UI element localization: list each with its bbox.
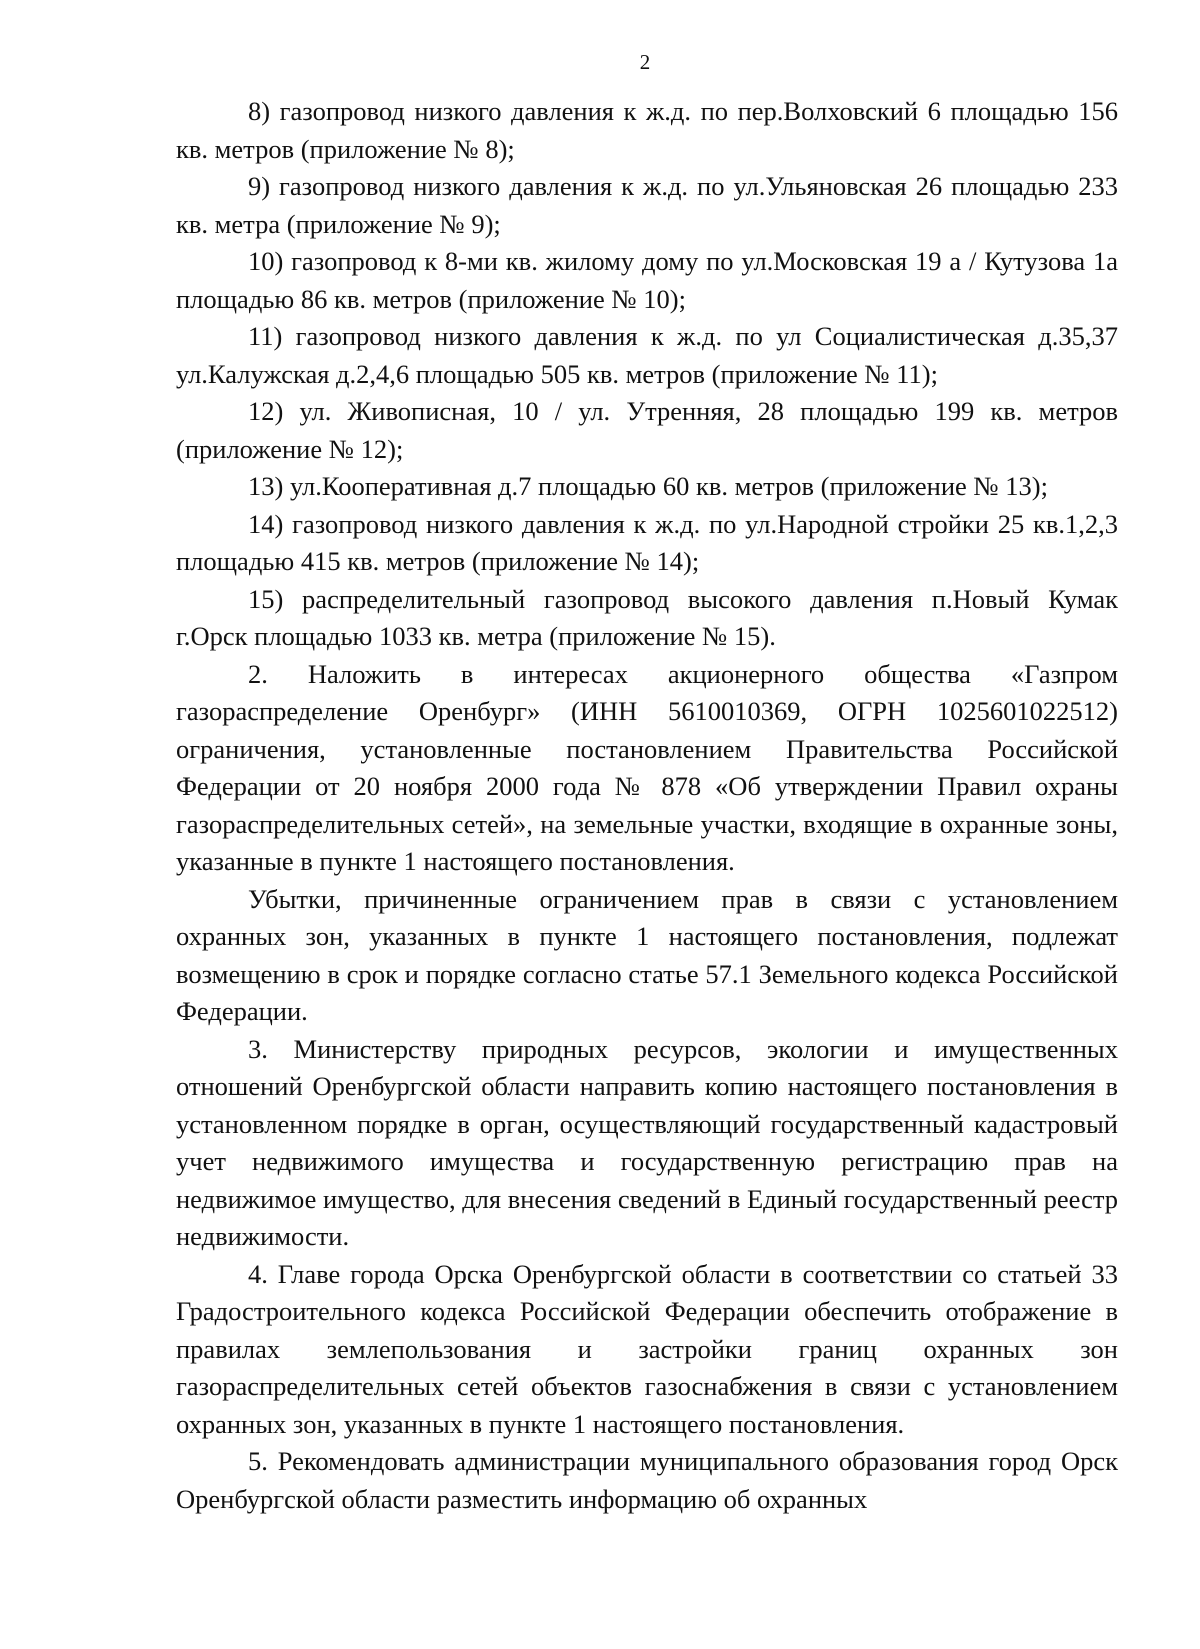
- paragraph-item-14: 14) газопровод низкого давления к ж.д. по ул.Народной стройки 25 кв.1,2,3 площадью 415 кв. метров (приложение № 14);: [176, 508, 1118, 576]
- paragraph-item-10: 10) газопровод к 8-ми кв. жилому дому по ул.Московская 19 а / Кутузова 1а площадью 86 кв. метров (приложение № 10);: [176, 246, 1118, 314]
- paragraph-losses: Убытки, причиненные ограничением прав в связи с установлением охранных зон, указанных в пункте 1 настоящего постановления, подлежат возмещению в срок и порядке согласно статье 57.1 Земельного кодекса Российской Федерации.: [176, 883, 1118, 1026]
- paragraph-item-15: 15) распределительный газопровод высокого давления п.Новый Кумак г.Орск площадью 1033 кв. метра (приложение № 15).: [176, 583, 1118, 651]
- paragraph-section-3: 3. Министерству природных ресурсов, экологии и имущественных отношений Оренбургской области направить копию настоящего постановления в установленном порядке в орган, осуществляющий государственный кадастровый учет недвижимого имущества и государственную регистрацию прав на недвижимое имущество, для внесения сведений в Единый государственный реестр недвижимости.: [176, 1033, 1118, 1251]
- paragraph-section-5: 5. Рекомендовать администрации муниципального образования город Орск Оренбургской области разместить информацию об охранных: [176, 1446, 1118, 1514]
- paragraph-item-9: 9) газопровод низкого давления к ж.д. по ул.Ульяновская 26 площадью 233 кв. метра (приложение № 9);: [176, 171, 1118, 239]
- paragraph-section-4: 4. Главе города Орска Оренбургской области в соответствии со статьей 33 Градостроительного кодекса Российской Федерации обеспечить отображение в правилах землепользования и застройки границ охранных зон газораспределительных сетей объектов газоснабжения в связи с установлением охранных зон, указанных в пункте 1 настоящего постановления.: [176, 1258, 1118, 1439]
- page-number: 2: [639, 50, 651, 74]
- paragraph-item-11: 11) газопровод низкого давления к ж.д. по ул Социалистическая д.35,37 ул.Калужская д.2,4,6 площадью 505 кв. метров (приложение № 11);: [176, 321, 1118, 389]
- paragraph-item-8: 8) газопровод низкого давления к ж.д. по пер.Волховский 6 площадью 156 кв. метров (приложение № 8);: [176, 96, 1118, 164]
- document-body: [176, 93, 1118, 1518]
- paragraph-section-2: 2. Наложить в интересах акционерного общества «Газпром газораспределение Оренбург» (ИНН 5610010369, ОГРН 1025601022512) ограничения, установленные постановлением Правительства Российской Федерации от 20 ноября 2000 года № 878 «Об утверждении Правил охраны газораспределительных сетей», на земельные участки, входящие в охранные зоны, указанные в пункте 1 настоящего постановления.: [176, 658, 1118, 876]
- paragraph-item-12: 12) ул. Живописная, 10 / ул. Утренняя, 28 площадью 199 кв. метров (приложение № 12);: [176, 396, 1118, 464]
- paragraph-item-13: 13) ул.Кооперативная д.7 площадью 60 кв. метров (приложение № 13);: [248, 471, 1048, 501]
